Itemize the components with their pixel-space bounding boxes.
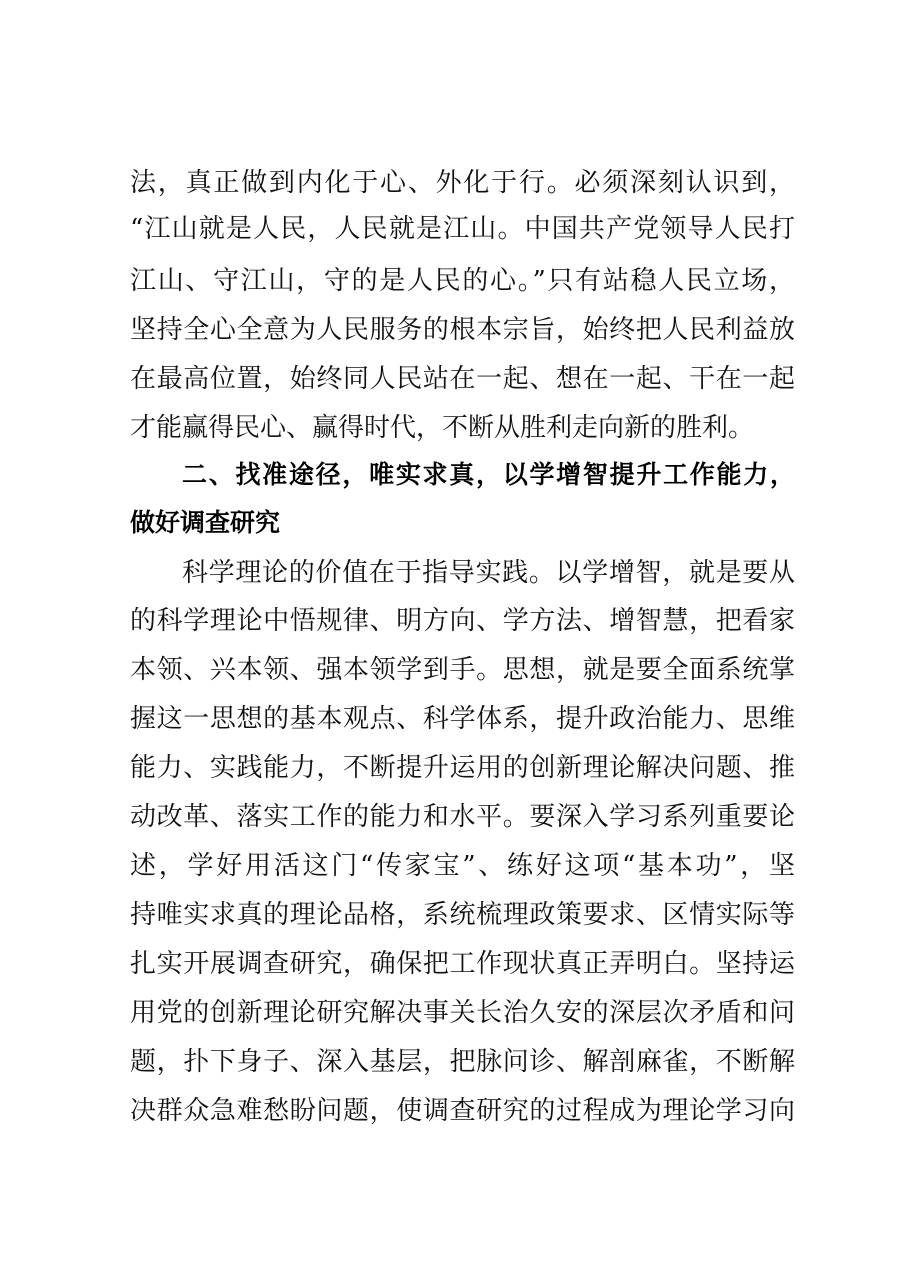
- paragraph-1-line-1: 法，真正做到内化于心、外化于行。必须深刻认识到，: [130, 168, 795, 198]
- paragraph-2-line-10: 用党的创新理论研究解决事关长治久安的深层次矛盾和问: [130, 998, 795, 1028]
- paragraph-1-line-4: 坚持全心全意为人民服务的根本宗旨，始终把人民利益放: [130, 315, 795, 345]
- paragraph-2-line-1: 科学理论的价值在于指导实践。以学增智，就是要从: [182, 558, 795, 588]
- paragraph-2-line-11: 题，扑下身子、深入基层，把脉问诊、解剖麻雀，不断解: [130, 1047, 795, 1077]
- paragraph-2-line-3: 本领、兴本领、强本领学到手。思想，就是要全面系统掌: [130, 655, 795, 685]
- paragraph-2-line-2: 的科学理论中悟规律、明方向、学方法、增智慧，把看家: [130, 606, 795, 636]
- paragraph-1-line-5: 在最高位置，始终同人民站在一起、想在一起、干在一起: [130, 364, 795, 394]
- paragraph-2-line-7: 述，学好用活这门“传家宝”、练好这项“基本功”，坚: [130, 851, 795, 881]
- paragraph-1-line-6: 才能赢得民心、赢得时代，不断从胜利走向新的胜利。: [130, 413, 755, 443]
- section-heading-line-2: 做好调查研究: [130, 508, 281, 537]
- section-heading-line-1: 二、找准途径，唯实求真，以学增智提升工作能力，: [182, 460, 795, 489]
- paragraph-2-line-8: 持唯实求真的理论品格，系统梳理政策要求、区情实际等: [130, 900, 795, 930]
- paragraph-2-line-5: 能力、实践能力，不断提升运用的创新理论解决问题、推: [130, 753, 795, 783]
- paragraph-2-line-6: 动改革、落实工作的能力和水平。要深入学习系列重要论: [130, 802, 795, 832]
- paragraph-1-line-2: “江山就是人民，人民就是江山。中国共产党领导人民打: [130, 214, 795, 244]
- paragraph-2-line-4: 握这一思想的基本观点、科学体系，提升政治能力、思维: [130, 704, 795, 734]
- paragraph-1-line-3: 江山、守江山，守的是人民的心。”只有站稳人民立场，: [130, 266, 795, 296]
- paragraph-2-line-9: 扎实开展调查研究，确保把工作现状真正弄明白。坚持运: [130, 949, 795, 979]
- paragraph-2-line-12: 决群众急难愁盼问题，使调查研究的过程成为理论学习向: [130, 1096, 795, 1126]
